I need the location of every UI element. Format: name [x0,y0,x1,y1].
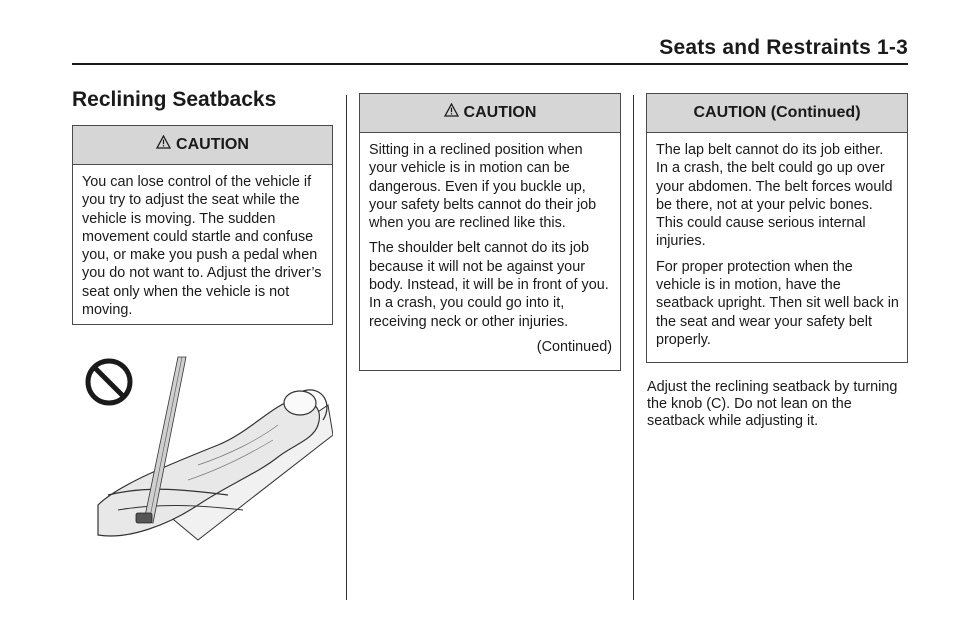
column-divider [633,95,634,600]
reclined-occupant-illustration [78,345,333,550]
caution-box-continued [646,93,908,363]
caution-paragraph: The shoulder belt cannot do its job because it will not be against your body. Instead, it will be in front of you. In a crash, you could go into it, receiving neck or other injuries. [369,240,609,330]
column-divider [346,95,347,600]
caution-paragraph: The lap belt cannot do its job either. In a crash, the belt could go up over your abdomen. The belt forces would be there, not at your pelvic bones. This could cause serious internal injuries. [656,142,893,250]
body-paragraph: Adjust the reclining seatback by turning the knob (C). Do not lean on the seatback while adjusting it. [647,379,898,429]
continued-label: (Continued) [536,338,612,355]
caution-title: CAUTION [176,136,249,153]
caution-box-reclined-position [359,93,621,371]
caution-header [73,126,332,165]
caution-paragraph: For proper protection when the vehicle is in motion, have the seatback upright. Then sit well back in the seat and wear your safety belt properly. [656,258,899,348]
caution-header [360,94,620,133]
caution-title: CAUTION [463,104,537,121]
caution-paragraph: You can lose control of the vehicle if you try to adjust the seat while the vehicle is moving. The sudden movement could startle and confuse you, or make you push a pedal when you do not want to. Adjust the driver’s seat only when the vehicle is not moving. [82,174,322,319]
caution-title: CAUTION (Continued) [693,104,861,121]
page-header-title: Seats and Restraints 1-3 [659,36,908,59]
caution-paragraph: Sitting in a reclined position when your vehicle is in motion can be dangerous. Even if you buckle up, your safety belts cannot do their job when you are reclined like this. [369,142,597,232]
warning-triangle-icon [156,135,171,149]
caution-header [647,94,907,133]
no-symbol-icon [88,361,130,403]
section-title: Reclining Seatbacks [72,88,277,111]
warning-triangle-icon [444,103,459,117]
header-rule [72,63,908,65]
caution-box-seat-adjust [72,125,333,325]
